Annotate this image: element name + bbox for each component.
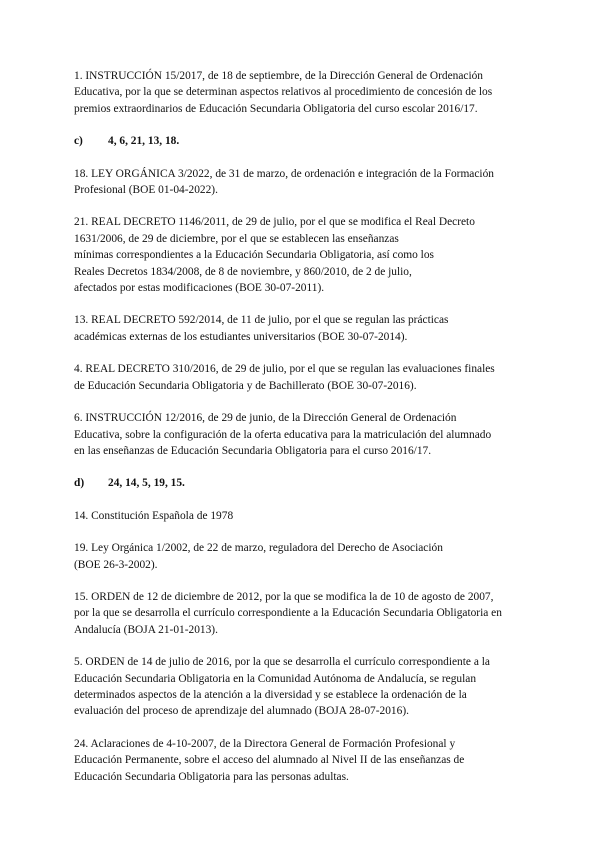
text-line: evaluación del proceso de aprendizaje del alumnado (BOJA 28-07-2016). — [74, 705, 409, 718]
section-d-letter: d) — [74, 477, 85, 490]
text-line: 6. INSTRUCCIÓN 12/2016, de 29 de junio, de la Dirección General de Ordenación — [74, 412, 457, 425]
text-line: Andalucía (BOJA 21-01-2013). — [74, 623, 218, 636]
text-line: 18. LEY ORGÁNICA 3/2022, de 31 de marzo, de ordenación e integración de la Formación — [74, 167, 494, 180]
document-body — [74, 68, 528, 801]
text-line: de Educación Secundaria Obligatoria y de Bachillerato (BOE 30-07-2016). — [74, 379, 417, 392]
paragraph-ley-organica-3-2022 — [74, 166, 528, 199]
section-c-heading — [74, 133, 528, 149]
section-d-numbers: 24, 14, 5, 19, 15. — [108, 477, 185, 490]
paragraph-real-decreto-592-2014 — [74, 312, 528, 345]
text-line: Educación Permanente, sobre el acceso del alumnado al Nivel II de las enseñanzas de — [74, 754, 465, 767]
text-line: 1. INSTRUCCIÓN 15/2017, de 18 de septiembre, de la Dirección General de Ordenación — [74, 70, 483, 82]
text-line: académicas externas de los estudiantes universitarios (BOE 30-07-2014). — [74, 330, 408, 343]
text-line: 15. ORDEN de 12 de diciembre de 2012, por la que se modifica la de 10 de agosto de 2007, — [74, 590, 494, 603]
text-line: afectados por estas modificaciones (BOE 30-07-2011). — [74, 282, 325, 295]
text-line: 1631/2006, de 29 de diciembre, por el que se establecen las enseñanzas — [74, 232, 399, 245]
paragraph-orden-14-julio-2016 — [74, 654, 528, 720]
text-line: Educativa, sobre la configuración de la oferta educativa para la matriculación del alumnado — [74, 428, 492, 441]
text-line: mínimas correspondientes a la Educación Secundaria Obligatoria, así como los — [74, 249, 434, 262]
paragraph-real-decreto-310-2016 — [74, 361, 528, 394]
text-line: 5. ORDEN de 14 de julio de 2016, por la que se desarrolla el currículo correspondiente a la — [74, 656, 490, 669]
paragraph-orden-12-diciembre-2012 — [74, 589, 528, 638]
text-line: premios extraordinarios de Educación Secundaria Obligatoria del curso escolar 2016/17. — [74, 102, 478, 115]
paragraph-instruccion-15-2017 — [74, 68, 528, 117]
text-line: Educación Secundaria Obligatoria en la Comunidad Autónoma de Andalucía, se regulan — [74, 672, 477, 685]
paragraph-ley-organica-1-2002 — [74, 540, 528, 573]
text-line: 13. REAL DECRETO 592/2014, de 11 de julio, por el que se regulan las prácticas — [74, 314, 449, 327]
text-line: por la que se desarrolla el currículo correspondiente a la Educación Secundaria Obligatoria en — [74, 607, 502, 620]
paragraph-constitucion-1978 — [74, 508, 528, 524]
text-line: Educación Secundaria Obligatoria para las personas adultas. — [74, 770, 349, 783]
text-line: 4. REAL DECRETO 310/2016, de 29 de julio, por el que se regulan las evaluaciones finales — [74, 363, 495, 376]
section-c-numbers: 4, 6, 21, 13, 18. — [108, 135, 180, 148]
text-line: determinados aspectos de la atención a la diversidad y se establece la ordenación de la — [74, 688, 467, 701]
text-line: 19. Ley Orgánica 1/2002, de 22 de marzo, reguladora del Derecho de Asociación — [74, 542, 443, 555]
text-line: Educativa, por la que se determinan aspectos relativos al procedimiento de concesión de los — [74, 86, 493, 99]
text-line: (BOE 26-3-2002). — [74, 558, 158, 571]
paragraph-real-decreto-1146-2011 — [74, 214, 528, 296]
section-c-letter: c) — [74, 135, 83, 148]
paragraph-aclaraciones-4-10-2007 — [74, 736, 528, 785]
text-line: 21. REAL DECRETO 1146/2011, de 29 de julio, por el que se modifica el Real Decreto — [74, 216, 475, 229]
paragraph-instruccion-12-2016 — [74, 410, 528, 459]
section-d-heading — [74, 475, 528, 491]
text-line: Reales Decretos 1834/2008, de 8 de noviembre, y 860/2010, de 2 de julio, — [74, 265, 412, 278]
text-line: en las enseñanzas de Educación Secundaria Obligatoria para el curso 2016/17. — [74, 444, 432, 457]
text-line: 24. Aclaraciones de 4-10-2007, de la Directora General de Formación Profesional y — [74, 737, 456, 750]
text-line: Profesional (BOE 01-04-2022). — [74, 184, 218, 197]
text-line: 14. Constitución Española de 1978 — [74, 509, 234, 522]
